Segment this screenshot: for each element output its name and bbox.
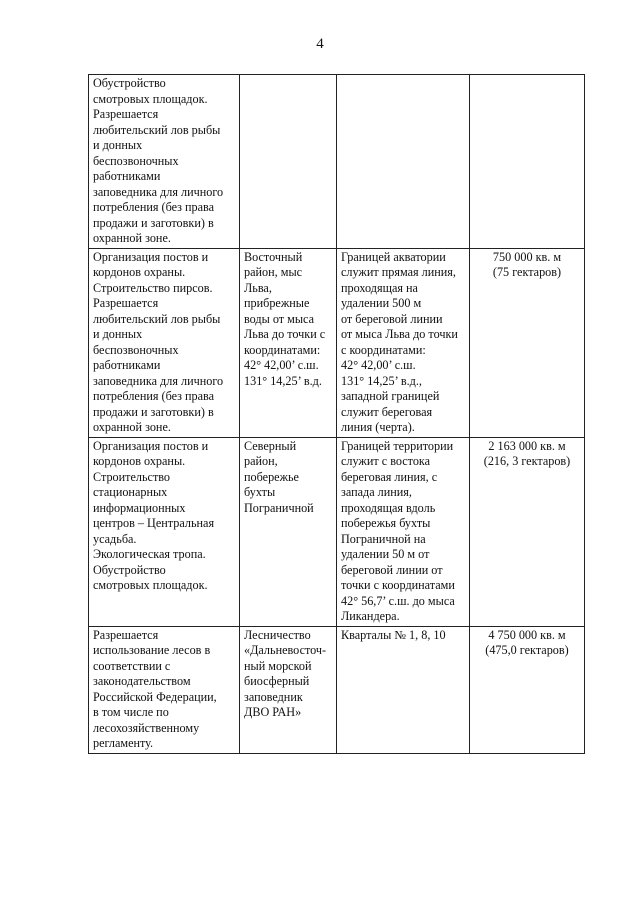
- table-row: [89, 626, 585, 753]
- boundary-cell-line: Ликандера.: [341, 609, 400, 623]
- activity-cell-line: любительский лов рыбы: [93, 311, 221, 326]
- location-cell-line: заповедник: [244, 689, 303, 704]
- activity-cell: [89, 626, 240, 753]
- location-cell-line: Восточный: [244, 249, 303, 264]
- location-cell-line: побережье: [244, 469, 299, 484]
- location-cell-line: район,: [244, 454, 278, 468]
- activity-cell-line: охранной зоне.: [93, 231, 171, 245]
- activity-cell-line: информационных: [93, 500, 186, 515]
- location-cell-line: Льва,: [244, 280, 272, 295]
- location-cell-line: 42° 42,00’ с.ш.: [244, 358, 319, 372]
- boundary-cell-line: служит береговая: [341, 404, 433, 419]
- boundary-cell-line: Границей акватории: [341, 249, 446, 264]
- boundary-cell-line: с координатами:: [341, 342, 426, 357]
- boundary-cell: [337, 626, 470, 753]
- location-cell-line: биосферный: [244, 674, 310, 688]
- activity-cell-line: заповедника для личного: [93, 373, 224, 388]
- boundary-cell-line: от мыса Льва до точки: [341, 327, 458, 341]
- location-cell-line: прибрежные: [244, 296, 310, 310]
- location-cell-line: воды от мыса: [244, 311, 315, 326]
- boundary-cell-line: Кварталы № 1, 8, 10: [341, 627, 446, 642]
- location-cell-line: Льва до точки с: [244, 327, 326, 341]
- location-cell-line: Лесничество: [244, 627, 311, 642]
- boundary-cell: [337, 437, 470, 626]
- activity-cell-line: Российской Федерации,: [93, 689, 217, 704]
- zoning-table: [88, 74, 585, 754]
- area-cell-line: 2 163 000 кв. м: [488, 438, 566, 453]
- activity-cell-line: продажи и заготовки) в: [93, 404, 214, 419]
- location-cell-line: 131° 14,25’ в.д.: [244, 373, 322, 388]
- area-cell: [470, 75, 585, 249]
- location-cell-line: Северный: [244, 438, 297, 453]
- boundary-cell-line: 42° 56,7’ с.ш. до мыса: [341, 593, 455, 608]
- boundary-cell-line: проходящая на: [341, 280, 418, 295]
- area-cell-line: (475,0 гектаров): [485, 643, 569, 657]
- activity-cell-line: Строительство: [93, 469, 171, 484]
- boundary-cell-line: проходящая вдоль: [341, 500, 436, 515]
- boundary-cell-line: западной границей: [341, 389, 440, 403]
- table-row: [89, 248, 585, 437]
- activity-cell-line: лесохозяйственному: [93, 720, 200, 735]
- activity-cell-line: заповедника для личного: [93, 184, 224, 199]
- activity-cell-line: усадьба.: [93, 531, 137, 546]
- location-cell-line: район, мыс: [244, 265, 303, 279]
- activity-cell-line: в том числе по: [93, 705, 169, 719]
- area-cell-line: 4 750 000 кв. м: [488, 627, 566, 642]
- boundary-cell: [337, 75, 470, 249]
- boundary-cell-line: удалении 50 м от: [341, 547, 430, 561]
- activity-cell: [89, 75, 240, 249]
- area-cell-line: 750 000 кв. м: [492, 249, 562, 264]
- activity-cell: [89, 248, 240, 437]
- activity-cell-line: стационарных: [93, 485, 168, 499]
- boundary-cell-line: запада линия,: [341, 485, 412, 499]
- boundary-cell-line: служит прямая линия,: [341, 265, 456, 279]
- boundary-cell-line: служит с востока: [341, 454, 431, 468]
- area-cell: [470, 437, 585, 626]
- boundary-cell-line: линия (черта).: [341, 420, 415, 434]
- boundary-cell-line: 42° 42,00’ с.ш.: [341, 358, 416, 372]
- location-cell-line: бухты: [244, 485, 276, 499]
- activity-cell-line: Обустройство: [93, 562, 166, 577]
- location-cell-line: Пограничной: [244, 500, 314, 515]
- activity-cell-line: законодательством: [93, 674, 191, 688]
- activity-cell-line: охранной зоне.: [93, 420, 171, 434]
- activity-cell-line: Строительство пирсов.: [93, 280, 213, 295]
- activity-cell-line: Организация постов и: [93, 249, 209, 264]
- location-cell: [240, 248, 337, 437]
- activity-cell-line: и донных: [93, 327, 143, 341]
- area-cell-line: (216, 3 гектаров): [483, 454, 571, 468]
- boundary-cell: [337, 248, 470, 437]
- location-cell-line: координатами:: [244, 342, 321, 357]
- boundary-cell-line: береговая линия, с: [341, 469, 438, 484]
- location-cell: [240, 437, 337, 626]
- activity-cell-line: потребления (без права: [93, 200, 215, 214]
- activity-cell-line: Организация постов и: [93, 438, 209, 453]
- area-cell: [470, 626, 585, 753]
- activity-cell-line: Разрешается: [93, 107, 159, 121]
- table-row: [89, 437, 585, 626]
- boundary-cell-line: Границей территории: [341, 438, 454, 453]
- activity-cell: [89, 437, 240, 626]
- activity-cell-line: Разрешается: [93, 627, 159, 642]
- activity-cell-line: центров – Центральная: [93, 516, 215, 530]
- location-cell-line: ный морской: [244, 658, 312, 673]
- boundary-cell-line: Пограничной на: [341, 531, 426, 546]
- boundary-cell-line: побережья бухты: [341, 516, 431, 530]
- boundary-cell-line: от береговой линии: [341, 311, 443, 326]
- activity-cell-line: регламенту.: [93, 736, 154, 750]
- activity-cell-line: беспозвоночных: [93, 153, 179, 168]
- activity-cell-line: кордонов охраны.: [93, 454, 186, 468]
- location-cell: [240, 75, 337, 249]
- boundary-cell-line: точки с координатами: [341, 578, 455, 592]
- activity-cell-line: Обустройство: [93, 76, 166, 90]
- page-number: 4: [316, 36, 324, 52]
- table-row: [89, 75, 585, 249]
- activity-cell-line: Разрешается: [93, 296, 159, 310]
- location-cell: [240, 626, 337, 753]
- location-cell-line: ДВО РАН»: [244, 705, 302, 719]
- activity-cell-line: беспозвоночных: [93, 342, 179, 357]
- activity-cell-line: использование лесов в: [93, 643, 211, 657]
- boundary-cell-line: 131° 14,25’ в.д.,: [341, 373, 422, 388]
- activity-cell-line: кордонов охраны.: [93, 265, 186, 279]
- activity-cell-line: любительский лов рыбы: [93, 122, 221, 137]
- activity-cell-line: потребления (без права: [93, 389, 215, 403]
- boundary-cell-line: удалении 500 м: [341, 296, 422, 310]
- activity-cell-line: работниками: [93, 358, 161, 372]
- boundary-cell-line: береговой линии от: [341, 562, 443, 577]
- location-cell-line: «Дальневосточ-: [244, 643, 327, 657]
- activity-cell-line: смотровых площадок.: [93, 578, 208, 592]
- activity-cell-line: соответствии с: [93, 658, 171, 673]
- activity-cell-line: работниками: [93, 169, 161, 183]
- activity-cell-line: продажи и заготовки) в: [93, 215, 214, 230]
- area-cell: [470, 248, 585, 437]
- activity-cell-line: и донных: [93, 138, 143, 152]
- activity-cell-line: Экологическая тропа.: [93, 547, 206, 561]
- area-cell-line: (75 гектаров): [492, 265, 562, 279]
- activity-cell-line: смотровых площадок.: [93, 91, 208, 106]
